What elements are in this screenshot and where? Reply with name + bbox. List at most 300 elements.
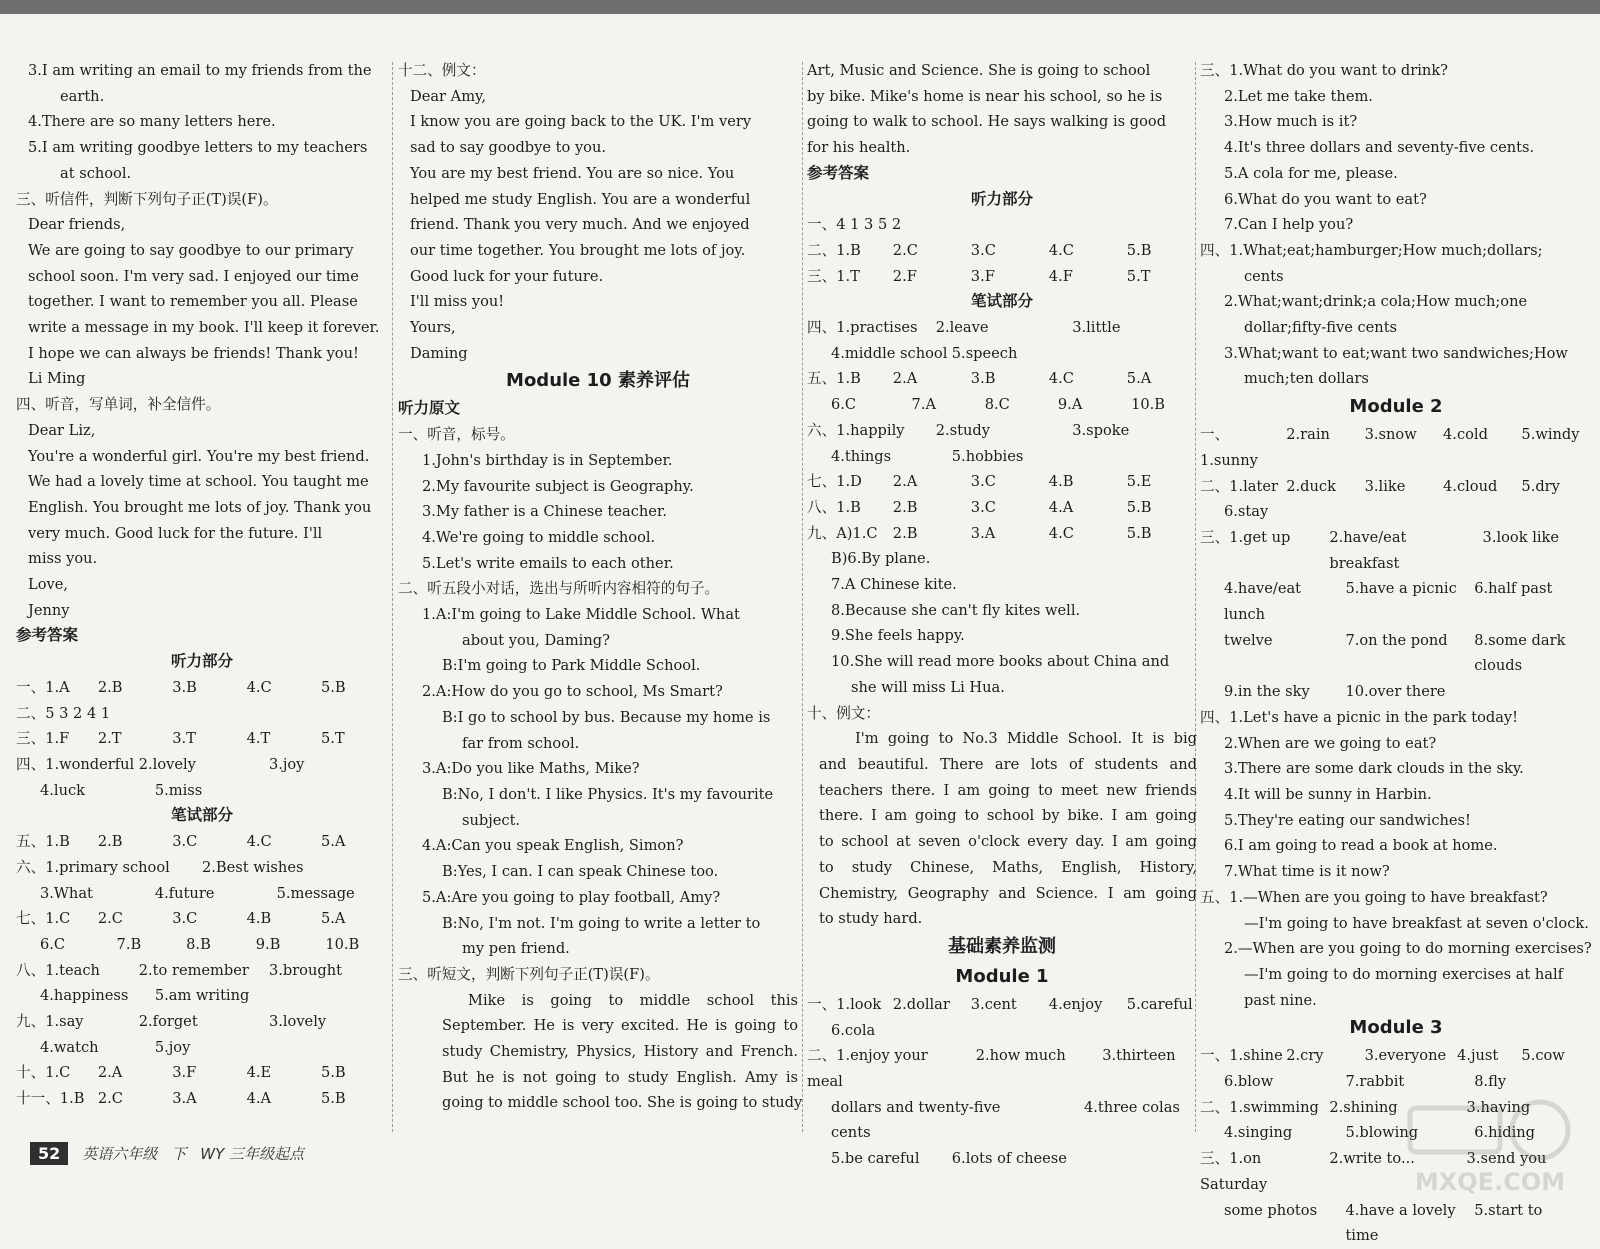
answer: 9.in the sky xyxy=(1224,683,1310,701)
text-line: You are my best friend. You are so nice. You xyxy=(410,164,735,182)
text-line: to study Chinese, Maths, English, History, xyxy=(819,858,1197,876)
written-heading: 笔试部分 xyxy=(170,806,233,825)
section-title: 基础素养监测 xyxy=(948,935,1056,957)
listening-heading: 听力部分 xyxy=(970,189,1033,208)
text-line: teachers there. I am going to meet new friends xyxy=(819,781,1197,799)
answer: 4.C xyxy=(1048,241,1074,259)
answer-row xyxy=(807,238,1197,264)
answer: 2.A xyxy=(97,1064,123,1082)
text-line: 4.There are so many letters here. xyxy=(28,113,276,131)
answer: 3.What xyxy=(40,884,93,902)
page-footer xyxy=(30,1138,304,1168)
section-heading: 三、听短文，判断下列句子正(T)误(F)。 xyxy=(398,965,660,983)
answer: 10.B xyxy=(1131,396,1166,414)
answer-row xyxy=(1200,628,1592,679)
answer: 5.start to xyxy=(1474,1201,1543,1219)
answer: 3.spoke xyxy=(1072,421,1130,439)
text-line: B:No, I don't. I like Physics. It's my favourite xyxy=(442,785,774,803)
text-line: earth. xyxy=(60,87,105,105)
answer: 一、1.look xyxy=(807,995,882,1013)
answer: 10.over there xyxy=(1345,683,1446,701)
text-line: Good luck for your future. xyxy=(410,267,604,285)
answer: 2.C xyxy=(97,910,123,928)
answer-row xyxy=(1200,474,1592,500)
answer-key-heading: 参考答案 xyxy=(16,626,79,645)
answer: 5.B xyxy=(321,678,346,696)
section-heading: 三、听信件，判断下列句子正(T)误(F)。 xyxy=(16,190,278,208)
answer: 2.duck xyxy=(1286,477,1336,495)
text-line: 四、1.What;eat;hamburger;How much;dollars; xyxy=(1200,241,1543,259)
answer: 6.C xyxy=(40,935,66,953)
text-line: 4.It will be sunny in Harbin. xyxy=(1224,785,1432,803)
answer: 七、1.D xyxy=(807,473,862,491)
text-line: 3.How much is it? xyxy=(1224,113,1358,131)
answer: 6.C xyxy=(831,396,857,414)
answer: 二、1.enjoy your meal xyxy=(807,1047,928,1091)
text-line: to study hard. xyxy=(819,910,923,928)
answer: 一、1.sunny xyxy=(1200,426,1258,469)
answer: 3.C xyxy=(970,498,996,516)
answer: 2.B xyxy=(97,678,123,696)
text-line: I know you are going back to the UK. I'm very xyxy=(410,113,752,131)
answer-row xyxy=(807,469,1197,495)
watermark-box-icon xyxy=(1410,1108,1500,1152)
answer: 4.A xyxy=(246,1090,272,1108)
answer: 十、1.C xyxy=(16,1064,71,1082)
answer: 三、1.on Saturday xyxy=(1200,1150,1268,1193)
answer: 九、A)1.C xyxy=(807,524,878,542)
text-line: friend. Thank you very much. And we enjoyed xyxy=(410,216,750,234)
answer-row xyxy=(16,983,388,1009)
answer: twelve xyxy=(1224,631,1273,649)
answer-row xyxy=(807,495,1197,521)
answer: 2.T xyxy=(97,730,122,748)
answer-row xyxy=(16,675,388,701)
subject-label: 英语六年级 xyxy=(82,1144,158,1163)
text-line: 5.I am writing goodbye letters to my teachers xyxy=(28,139,368,157)
answer: 3.brought xyxy=(268,961,342,979)
answer-row xyxy=(16,752,388,778)
column-1 xyxy=(16,58,388,1112)
text-line: 3.There are some dark clouds in the sky. xyxy=(1224,760,1524,778)
text-line: our time together. You brought me lots of joy. xyxy=(410,241,746,259)
text-line: I'm going to No.3 Middle School. It is big xyxy=(855,730,1197,748)
answer: 3.having xyxy=(1466,1098,1531,1116)
watermark-text: MXQE.COM xyxy=(1414,1168,1566,1196)
section-heading: 四、听音，写单词，补全信件。 xyxy=(16,396,221,414)
answer: 2.B xyxy=(892,498,918,516)
text-line: I'll miss you! xyxy=(410,293,505,311)
text-line: far from school. xyxy=(462,734,580,752)
text-line: I hope we can always be friends! Thank you! xyxy=(28,344,359,362)
answer-row xyxy=(807,1095,1197,1146)
answer: 5.speech xyxy=(951,344,1018,362)
answer: 4.three colas xyxy=(1084,1098,1180,1116)
answer: 3.little xyxy=(1072,319,1121,337)
text-line: English. You brought me lots of joy. Thank you xyxy=(28,498,372,516)
text-line: 四、1.Let's have a picnic in the park today! xyxy=(1200,708,1519,726)
text-line: 10.She will read more books about China and xyxy=(831,653,1170,671)
text-line: 7.What time is it now? xyxy=(1224,863,1390,881)
answer: 3.cent xyxy=(970,995,1017,1013)
text-line: —I'm going to have breakfast at seven o'clock. xyxy=(1244,914,1589,932)
answer-row xyxy=(807,521,1197,547)
answer: 5.message xyxy=(276,884,355,902)
text-line: helped me study English. You are a wonderful xyxy=(410,190,751,208)
answer: 4.C xyxy=(246,678,272,696)
answer: 八、1.B xyxy=(807,498,861,516)
text-line: B:I'm going to Park Middle School. xyxy=(442,657,701,675)
text-line: 7.A Chinese kite. xyxy=(831,576,957,594)
answer-row xyxy=(807,992,1197,1018)
text-line: sad to say goodbye to you. xyxy=(410,139,607,157)
text-line: B:Yes, I can. I can speak Chinese too. xyxy=(442,863,719,881)
answer: 9.A xyxy=(1057,396,1083,414)
answer: 4.cold xyxy=(1443,426,1488,444)
answer: 3.C xyxy=(172,910,198,928)
answer: 2.cry xyxy=(1286,1047,1324,1065)
text-line: 3.What;want to eat;want two sandwiches;How xyxy=(1224,344,1568,362)
answer: 4.B xyxy=(246,910,272,928)
answer: 5.T xyxy=(1126,267,1151,285)
answer: 4.just xyxy=(1457,1047,1499,1065)
text-line: write a message in my book. I'll keep it forever. xyxy=(28,319,380,337)
text-line: she will miss Li Hua. xyxy=(851,678,1005,696)
text-line: there. I am going to school by bike. I am going xyxy=(819,807,1197,825)
page-number: 52 xyxy=(30,1142,68,1165)
text-line: 5.A cola for me, please. xyxy=(1224,164,1398,182)
answer: dollars and twenty-five cents xyxy=(831,1098,1001,1142)
answer: 5.B xyxy=(1126,241,1152,259)
answer: 7.A xyxy=(911,396,936,414)
answer: 4.E xyxy=(246,1064,272,1082)
text-line: But he is not going to study English. Amy is xyxy=(442,1068,798,1086)
answer: 5.cow xyxy=(1521,1047,1565,1065)
answer: 三、1.get up xyxy=(1200,528,1291,546)
answer: 5.B xyxy=(321,1064,346,1082)
answer: 2.leave xyxy=(935,319,989,337)
module-title: Module 10 素养评估 xyxy=(506,370,690,392)
answer: 2.have/eat breakfast xyxy=(1329,528,1407,572)
answer: 4.middle school xyxy=(831,344,948,362)
text-line: 6.What do you want to eat? xyxy=(1224,190,1427,208)
listening-heading: 听力部分 xyxy=(170,652,233,671)
answer: 2.A xyxy=(892,370,918,388)
answer: 3.like xyxy=(1364,477,1406,495)
answer-row xyxy=(16,932,388,958)
answer: 5.hobbies xyxy=(951,447,1024,465)
answer: 4.luck xyxy=(40,781,86,799)
answer-row xyxy=(16,726,388,752)
text-line: Love, xyxy=(28,576,68,594)
answer: 4.have a lovely time xyxy=(1345,1201,1456,1245)
answer: 3.send you xyxy=(1466,1150,1547,1168)
text-line: school soon. I'm very sad. I enjoyed our time xyxy=(28,267,359,285)
answer: some photos xyxy=(1224,1201,1318,1219)
text-line: 6.cola xyxy=(831,1021,876,1039)
edition-label: WY 三年级起点 xyxy=(200,1144,305,1163)
text-line: 4.A:Can you speak English, Simon? xyxy=(422,837,684,855)
text-line: 2.What;want;drink;a cola;How much;one xyxy=(1224,293,1528,311)
text-line: together. I want to remember you all. Please xyxy=(28,293,358,311)
answer: 2.how much xyxy=(975,1047,1066,1065)
text-line: about you, Daming? xyxy=(462,631,610,649)
answer: 3.snow xyxy=(1364,426,1417,444)
answer: 2.A xyxy=(892,473,918,491)
answer-row xyxy=(16,1009,388,1035)
answer-row xyxy=(16,1035,388,1061)
answer: 2.rain xyxy=(1286,426,1330,444)
answer-row xyxy=(16,958,388,984)
text-line: 3.A:Do you like Maths, Mike? xyxy=(422,760,640,778)
answer: 2.shining xyxy=(1329,1098,1398,1116)
section-heading: 十二、例文： xyxy=(398,62,486,79)
answer: 2.forget xyxy=(138,1013,198,1031)
answer: 3.A xyxy=(970,524,996,542)
answer: 2.dollar xyxy=(892,995,950,1013)
answer: 九、1.say xyxy=(16,1013,84,1031)
text-line: 三、1.What do you want to drink? xyxy=(1200,62,1448,79)
answer: 2.to remember xyxy=(138,961,249,979)
text-line: miss you. xyxy=(28,550,98,568)
column-4 xyxy=(1200,58,1592,1249)
answer: 3.B xyxy=(970,370,996,388)
answer: 5.A xyxy=(1126,370,1152,388)
text-line: 五、1.—When are you going to have breakfast? xyxy=(1200,888,1548,906)
answer: 4.cloud xyxy=(1443,477,1498,495)
answer: 7.on the pond xyxy=(1345,631,1448,649)
answer: 3.T xyxy=(172,730,196,748)
answer: 5.am writing xyxy=(154,987,250,1005)
answer: 8.some dark clouds xyxy=(1474,631,1566,675)
answer: 8.B xyxy=(186,935,211,953)
text-line: Dear Liz, xyxy=(28,421,96,439)
answer: 5.B xyxy=(321,1090,346,1108)
answer-key-heading: 参考答案 xyxy=(807,163,870,182)
column-3 xyxy=(807,58,1197,1172)
answer: 一、1.A xyxy=(16,678,70,696)
answer-row xyxy=(1200,525,1592,576)
answer-row xyxy=(807,366,1197,392)
answer-row xyxy=(1200,1043,1592,1069)
text-line: B)6.By plane. xyxy=(831,550,931,568)
answer: 8.C xyxy=(984,396,1010,414)
answer: 四、1.wonderful xyxy=(16,755,135,773)
text-line: 2.Let me take them. xyxy=(1224,87,1373,105)
answer: 4.T xyxy=(246,730,271,748)
answer: 3.C xyxy=(172,833,198,851)
answer-row xyxy=(16,906,388,932)
answer: 三、1.T xyxy=(807,267,860,285)
text-line: We had a lovely time at school. You taught me xyxy=(28,473,369,491)
column-2 xyxy=(398,58,803,1116)
answer: 十一、1.B xyxy=(16,1090,85,1108)
text-line: 9.She feels happy. xyxy=(831,627,965,645)
text-line: 5.A:Are you going to play football, Amy? xyxy=(422,888,721,906)
answer: 3.C xyxy=(970,473,996,491)
answer-row: 一、4 1 3 5 2 xyxy=(807,216,902,234)
answer: 5.A xyxy=(321,910,346,928)
answer: 5.B xyxy=(1126,524,1152,542)
answer: 5.blowing xyxy=(1345,1124,1419,1142)
text-line: my pen friend. xyxy=(462,940,570,958)
text-line: 7.Can I help you? xyxy=(1224,216,1354,234)
answer: 2.lovely xyxy=(138,755,196,773)
answer: 4.enjoy xyxy=(1048,995,1103,1013)
text-line: Yours, xyxy=(410,319,456,337)
text-line: going to middle school too. She is going to study xyxy=(442,1094,803,1112)
answer: 4.B xyxy=(1048,473,1074,491)
text-line: B:I go to school by bus. Because my home is xyxy=(442,708,771,726)
text-line: going to walk to school. He says walking is good xyxy=(807,113,1167,131)
answer: 4.future xyxy=(154,884,215,902)
text-line: 1.A:I'm going to Lake Middle School. What xyxy=(422,606,740,624)
text-line: by bike. Mike's home is near his school, so he is xyxy=(807,87,1163,105)
answer: 5.B xyxy=(1126,498,1152,516)
answer: 3.F xyxy=(172,1064,197,1082)
text-line: 6.stay xyxy=(1224,503,1269,521)
text-line: much;ten dollars xyxy=(1244,370,1369,388)
answer: 3.lovely xyxy=(268,1013,327,1031)
text-line: Daming xyxy=(410,344,468,362)
text-line: at school. xyxy=(60,164,132,182)
volume-label: 下 xyxy=(171,1144,187,1163)
text-line: You're a wonderful girl. You're my best friend. xyxy=(28,447,370,465)
text-line: Art, Music and Science. She is going to school xyxy=(807,62,1151,79)
answer-row xyxy=(807,392,1197,418)
module-title: Module 2 xyxy=(1349,396,1443,418)
answer: 4.C xyxy=(1048,370,1074,388)
answer: 4.watch xyxy=(40,1038,99,1056)
answer: 4.C xyxy=(1048,524,1074,542)
answer: 八、1.teach xyxy=(16,961,100,979)
text-line: 5.Let's write emails to each other. xyxy=(422,554,674,572)
text-line: 1.John's birthday is in September. xyxy=(422,451,673,469)
text-line: study Chemistry, Physics, History and French. xyxy=(442,1043,798,1061)
watermark-circle-icon xyxy=(1512,1102,1568,1158)
text-line: B:No, I'm not. I'm going to write a letter to xyxy=(442,914,761,932)
answer: 3.C xyxy=(970,241,996,259)
answer: 8.fly xyxy=(1474,1073,1507,1091)
text-line: 2.My favourite subject is Geography. xyxy=(422,477,694,495)
answer: 3.thirteen xyxy=(1102,1047,1176,1065)
answer: 5.be careful xyxy=(831,1150,920,1168)
answer: 5.have a picnic xyxy=(1345,580,1457,598)
answer-row xyxy=(16,1086,388,1112)
answer-row xyxy=(807,418,1197,444)
text-line: Dear friends, xyxy=(28,216,126,234)
answer-row xyxy=(807,1146,1197,1172)
answer: 2.C xyxy=(892,241,918,259)
answer: 5.E xyxy=(1126,473,1152,491)
answer: 4.F xyxy=(1048,267,1073,285)
answer: 5.careful xyxy=(1126,995,1193,1013)
answer: 四、1.practises xyxy=(807,319,918,337)
answer: 5.miss xyxy=(154,781,203,799)
section-heading: 十、例文： xyxy=(807,704,880,722)
answer: 3.joy xyxy=(268,755,305,773)
text-line: 2.—When are you going to do morning exercises? xyxy=(1224,940,1592,958)
answer: 4.have/eat lunch xyxy=(1224,580,1302,624)
answer-row xyxy=(16,778,388,804)
text-line: We are going to say goodbye to our primary xyxy=(28,241,354,259)
answer: 6.lots of cheese xyxy=(951,1150,1067,1168)
answer: 7.rabbit xyxy=(1345,1073,1405,1091)
answer-row xyxy=(807,315,1197,341)
answer-row xyxy=(807,444,1197,470)
answer-row xyxy=(1200,576,1592,627)
answer: 5.windy xyxy=(1521,426,1580,444)
answer: 2.study xyxy=(935,421,990,439)
answer-row xyxy=(807,341,1197,367)
answer-row xyxy=(807,1043,1197,1094)
answer: 2.B xyxy=(97,833,123,851)
answer: 3.everyone xyxy=(1364,1047,1447,1065)
text-line: Mike is going to middle school this xyxy=(468,991,798,1009)
section-heading: 一、听音，标号。 xyxy=(398,426,515,444)
answer: 2.B xyxy=(892,524,918,542)
text-line: for his health. xyxy=(807,139,911,157)
section-heading: 二、听五段小对话，选出与所听内容相符的句子。 xyxy=(398,580,720,598)
answer-row xyxy=(1200,1198,1592,1249)
text-line: 4.It's three dollars and seventy-five cents. xyxy=(1224,139,1535,157)
answer: 4.things xyxy=(831,447,892,465)
answer: 二、1.swimming xyxy=(1200,1098,1319,1116)
answer: 二、1.later xyxy=(1200,477,1278,495)
answer: 4.singing xyxy=(1224,1124,1293,1142)
answer: 3.B xyxy=(172,678,197,696)
answer-row xyxy=(807,264,1197,290)
answer: 三、1.F xyxy=(16,730,70,748)
text-line: 5.They're eating our sandwiches! xyxy=(1224,811,1471,829)
answer: 六、1.primary school xyxy=(16,858,170,876)
text-line: to school at seven o'clock every day. I am going xyxy=(819,833,1197,851)
answer: 6.hiding xyxy=(1474,1124,1535,1142)
text-line: Li Ming xyxy=(28,370,86,388)
answer: 7.B xyxy=(116,935,142,953)
answer: 一、1.shine xyxy=(1200,1047,1283,1065)
answer: 4.A xyxy=(1048,498,1074,516)
module-title: Module 1 xyxy=(955,965,1049,987)
answer: 二、1.B xyxy=(807,241,861,259)
text-line: 2.A:How do you go to school, Ms Smart? xyxy=(422,683,723,701)
answer-row xyxy=(16,1060,388,1086)
answer: 6.blow xyxy=(1224,1073,1274,1091)
answer: 5.joy xyxy=(154,1038,191,1056)
answer-row: 二、5 3 2 4 1 xyxy=(16,704,111,722)
text-line: Chemistry, Geography and Science. I am going xyxy=(819,884,1197,902)
text-line: Jenny xyxy=(28,601,70,619)
answer: 五、1.B xyxy=(807,370,861,388)
text-line: 4.We're going to middle school. xyxy=(422,528,656,546)
module-title: Module 3 xyxy=(1349,1017,1443,1039)
text-line: 6.I am going to read a book at home. xyxy=(1224,837,1498,855)
text-line: —I'm going to do morning exercises at half xyxy=(1244,965,1564,983)
answer: 10.B xyxy=(325,935,360,953)
text-line: September. He is very excited. He is going to xyxy=(442,1017,798,1035)
answer-row xyxy=(16,829,388,855)
answer: 5.T xyxy=(321,730,345,748)
written-heading: 笔试部分 xyxy=(970,292,1033,311)
answer: 6.half past xyxy=(1474,580,1553,598)
answer-row xyxy=(1200,679,1592,705)
text-line: 3.My father is a Chinese teacher. xyxy=(422,503,667,521)
answer: 5.dry xyxy=(1521,477,1560,495)
text-line: 8.Because she can't fly kites well. xyxy=(831,601,1081,619)
answer-row xyxy=(1200,422,1592,473)
answer: 3.F xyxy=(970,267,995,285)
answer: 七、1.C xyxy=(16,910,71,928)
